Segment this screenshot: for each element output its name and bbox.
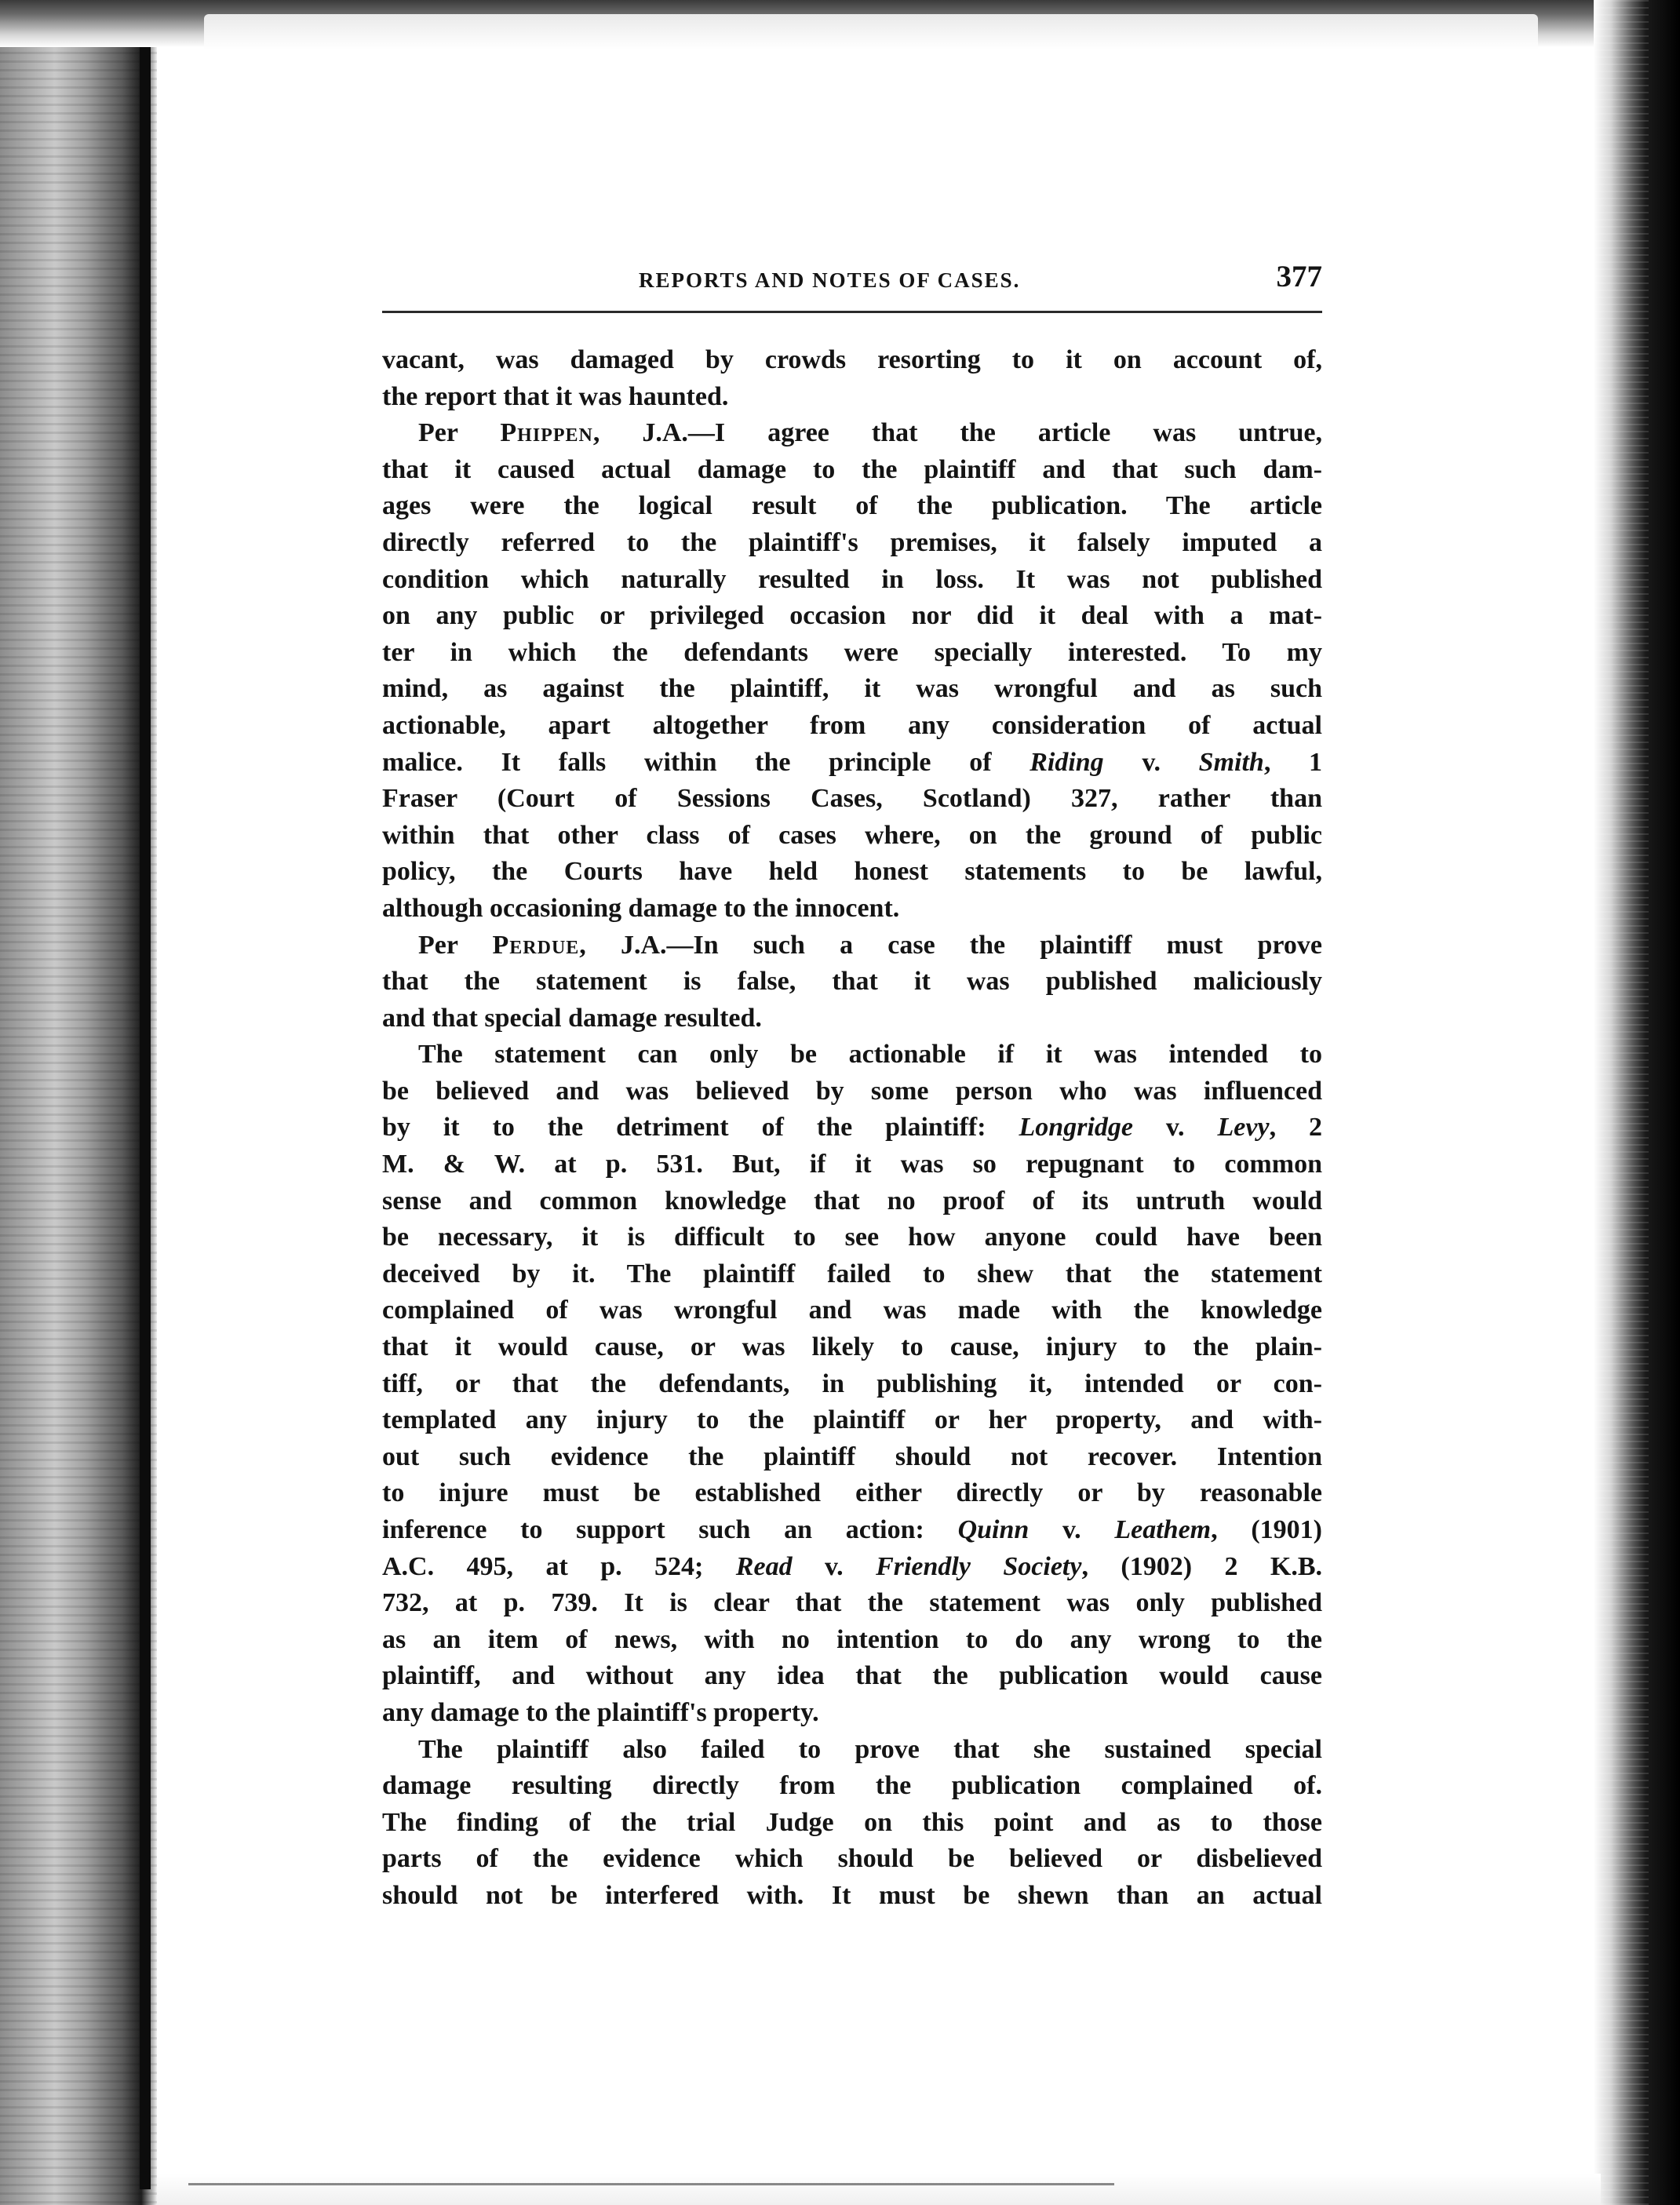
text-line: out such evidence the plaintiff should not recover. Intention [382, 1441, 1322, 1471]
body-text [382, 342, 1322, 1915]
text-line: templated any injury to the plaintiff or her property, and with- [382, 1405, 1322, 1435]
page-bottom-rule [188, 2183, 1114, 2185]
scan-right-noise [1594, 0, 1649, 2205]
text-line: Fraser (Court of Sessions Cases, Scotland) 327, rather than [382, 784, 1322, 814]
text-line: Per Phippen, J.A.—I agree that the article was untrue, [418, 418, 1322, 448]
scan-bottom-edge [157, 2174, 1601, 2205]
text-line: the report that it was haunted. [382, 381, 729, 411]
running-head [382, 259, 1322, 303]
text-line: A.C. 495, at p. 524; Read v. Friendly Society, (1902) 2 K.B. [382, 1551, 1322, 1581]
text-line: vacant, was damaged by crowds resorting to it on account of, [382, 345, 1322, 374]
text-line: that it caused actual damage to the plaintiff and that such dam- [382, 454, 1322, 484]
text-line: actionable, apart altogether from any consideration of actual [382, 710, 1322, 740]
text-line: although occasioning damage to the innocent. [382, 893, 900, 923]
text-line: within that other class of cases where, on the ground of public [382, 820, 1322, 850]
running-title: REPORTS AND NOTES OF CASES. [639, 268, 1021, 292]
text-line: mind, as against the plaintiff, it was wrongful and as such [382, 674, 1322, 704]
header-rule [382, 311, 1322, 313]
case-name: Longridge [1019, 1113, 1133, 1143]
text-line: as an item of news, with no intention to do any wrong to the [382, 1624, 1322, 1654]
case-name: Read [735, 1551, 793, 1581]
case-name: Quinn [957, 1515, 1030, 1544]
text-line: by it to the detriment of the plaintiff: Longridge v. Levy, 2 [382, 1113, 1322, 1143]
case-name: Levy [1217, 1113, 1270, 1143]
text-line: that the statement is false, that it was published maliciously [382, 967, 1322, 997]
text-line: inference to support such an action: Quinn v. Leathem, (1901) [382, 1515, 1322, 1544]
judge-name: Phippen [500, 418, 593, 448]
text-line: on any public or privileged occasion nor did it deal with a mat- [382, 601, 1322, 631]
text-line: and that special damage resulted. [382, 1003, 762, 1033]
text-line: should not be interfered with. It must be shewn than an actual [382, 1880, 1322, 1910]
text-line: be necessary, it is difficult to see how anyone could have been [382, 1223, 1322, 1252]
judge-name: Perdue [492, 930, 580, 960]
text-line: tiff, or that the defendants, in publishing it, intended or con- [382, 1369, 1322, 1398]
text-line: Per Perdue, J.A.—In such a case the plaintiff must prove [418, 930, 1322, 960]
text-line: parts of the evidence which should be believed or disbelieved [382, 1844, 1322, 1874]
text-line: directly referred to the plaintiff's premises, it falsely imputed a [382, 527, 1322, 557]
text-line: be believed and was believed by some person who was influenced [382, 1076, 1322, 1106]
text-line: policy, the Courts have held honest statements to be lawful, [382, 857, 1322, 887]
case-name: Leathem [1114, 1515, 1212, 1544]
case-name: Smith [1198, 747, 1264, 777]
text-line: ages were the logical result of the publication. The article [382, 491, 1322, 521]
text-line: deceived by it. The plaintiff failed to shew that the statement [382, 1259, 1322, 1288]
text-line: complained of was wrongful and was made with the knowledge [382, 1296, 1322, 1325]
text-line: any damage to the plaintiff's property. [382, 1697, 819, 1727]
text-line: malice. It falls within the principle of Riding v. Smith, 1 [382, 747, 1322, 777]
text-line: The plaintiff also failed to prove that she sustained special [418, 1734, 1322, 1764]
text-line: that it would cause, or was likely to cause, injury to the plain- [382, 1332, 1322, 1362]
book-binding-shadow [0, 0, 157, 2205]
text-line: plaintiff, and without any idea that the publication would cause [382, 1661, 1322, 1691]
text-line: ter in which the defendants were specially interested. To my [382, 637, 1322, 667]
page-number: 377 [1276, 260, 1322, 293]
text-line: sense and common knowledge that no proof of its untruth would [382, 1186, 1322, 1215]
page-top-curl [204, 14, 1538, 50]
text-line: condition which naturally resulted in loss. It was not published [382, 564, 1322, 594]
text-line: to injure must be established either directly or by reasonable [382, 1478, 1322, 1508]
text-line: 732, at p. 739. It is clear that the statement was only published [382, 1588, 1322, 1618]
text-line: The statement can only be actionable if it was intended to [418, 1040, 1322, 1070]
text-line: damage resulting directly from the publication complained of. [382, 1771, 1322, 1801]
case-name: Riding [1030, 747, 1104, 777]
case-name: Friendly Society [876, 1551, 1082, 1581]
text-line: M. & W. at p. 531. But, if it was so repugnant to common [382, 1150, 1322, 1179]
book-spine-edge [140, 24, 151, 2189]
text-line: The finding of the trial Judge on this point and as to those [382, 1807, 1322, 1837]
